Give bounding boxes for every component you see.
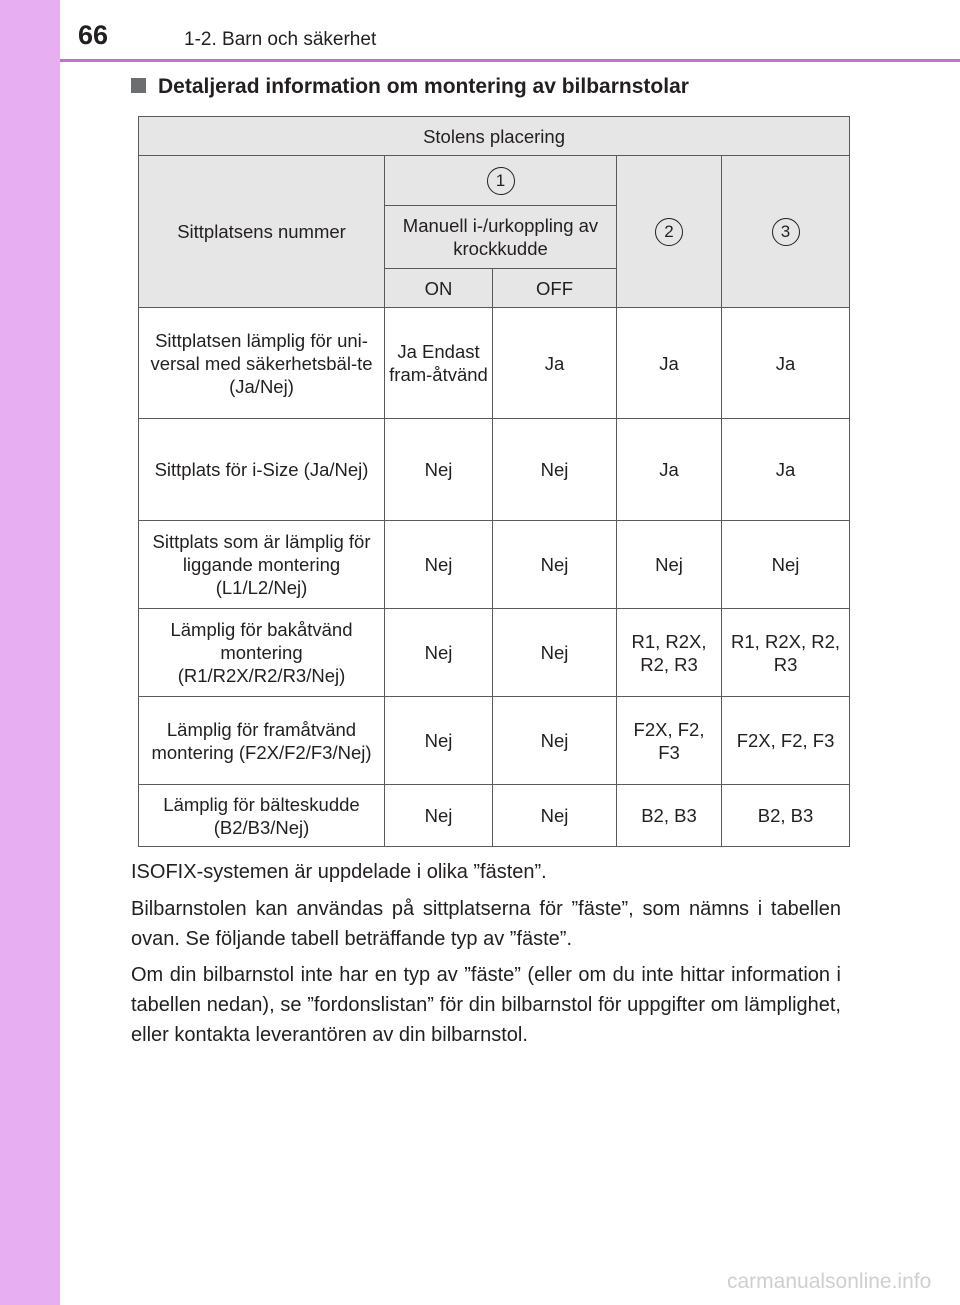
table-cell: Nej (493, 697, 617, 785)
table-cell: Ja (722, 419, 850, 521)
table-row (139, 308, 850, 419)
position-3-header (722, 156, 850, 308)
table-cell: F2X, F2, F3 (617, 697, 722, 785)
row-label: Lämplig för bakåtvänd montering (R1/R2X/R2/R3/Nej) (139, 609, 385, 697)
table-row (139, 697, 850, 785)
paragraph: Om din bilbarnstol inte har en typ av ”fäste” (eller om du inte hittar information i tabellen nedan), se ”fordonslistan” för din bilbarnstol för uppgifter om lämplighet, eller kontakta leverantören av din bilbarnstol. (131, 964, 841, 1046)
table-row (139, 521, 850, 609)
row-label: Lämplig för bälteskudde (B2/B3/Nej) (139, 785, 385, 847)
square-bullet-icon (131, 78, 146, 93)
table-cell: Ja (617, 308, 722, 419)
chapter-title: 1-2. Barn och säkerhet (184, 29, 377, 50)
child-seat-table (138, 116, 850, 847)
table-cell: R1, R2X, R2, R3 (617, 609, 722, 697)
page-number: 66 (78, 20, 109, 50)
side-color-band (0, 0, 60, 1305)
table-cell: B2, B3 (722, 785, 850, 847)
table-cell: Nej (493, 785, 617, 847)
row-label: Sittplatsen lämplig för uni-versal med säkerhetsbäl-te (Ja/Nej) (139, 308, 385, 419)
switch-off-header: OFF (493, 269, 617, 308)
table-cell: Nej (385, 785, 493, 847)
table-cell: Nej (722, 521, 850, 609)
table-cell: Nej (493, 419, 617, 521)
table-cell: Nej (385, 609, 493, 697)
circled-number-3: 3 (772, 218, 800, 246)
circled-number-2: 2 (655, 218, 683, 246)
table-row (139, 609, 850, 697)
table-header-row (139, 156, 850, 206)
switch-on-header: ON (385, 269, 493, 308)
row-label: Lämplig för framåtvänd montering (F2X/F2/F3/Nej) (139, 697, 385, 785)
section-title-text: Detaljerad information om montering av bilbarnstolar (158, 75, 689, 98)
section-title (131, 74, 689, 100)
table-cell: Nej (385, 419, 493, 521)
position-1-header (385, 156, 617, 206)
table-header-row (139, 117, 850, 156)
table-cell: Ja Endast fram-åtvänd (385, 308, 493, 419)
row-label: Sittplats som är lämplig för liggande montering (L1/L2/Nej) (139, 521, 385, 609)
position-2-header (617, 156, 722, 308)
table-cell: R1, R2X, R2, R3 (722, 609, 850, 697)
paragraph: ISOFIX-systemen är uppdelade i olika ”fästen”. (131, 861, 547, 883)
table-row (139, 785, 850, 847)
table-cell: B2, B3 (617, 785, 722, 847)
table-cell: Ja (617, 419, 722, 521)
table-cell: Nej (385, 521, 493, 609)
table-cell: Nej (617, 521, 722, 609)
table-cell: Nej (385, 697, 493, 785)
table-cell: Nej (493, 609, 617, 697)
header-divider (60, 59, 960, 62)
row-label: Sittplats för i-Size (Ja/Nej) (139, 419, 385, 521)
paragraph: Bilbarnstolen kan användas på sittplatserna för ”fäste”, som nämns i tabellen ovan. Se följande tabell beträffande typ av ”fäste”. (131, 898, 841, 950)
table-cell: Ja (722, 308, 850, 419)
table-cell: F2X, F2, F3 (722, 697, 850, 785)
watermark: carmanualsonline.info (727, 1270, 932, 1293)
table-cell: Ja (493, 308, 617, 419)
table-cell: Nej (493, 521, 617, 609)
circled-number-1: 1 (487, 167, 515, 195)
table-row (139, 419, 850, 521)
airbag-switch-header: Manuell i-/urkoppling av krockkudde (385, 206, 617, 269)
seat-number-header: Sittplatsens nummer (139, 156, 385, 308)
placement-header: Stolens placering (139, 117, 850, 156)
